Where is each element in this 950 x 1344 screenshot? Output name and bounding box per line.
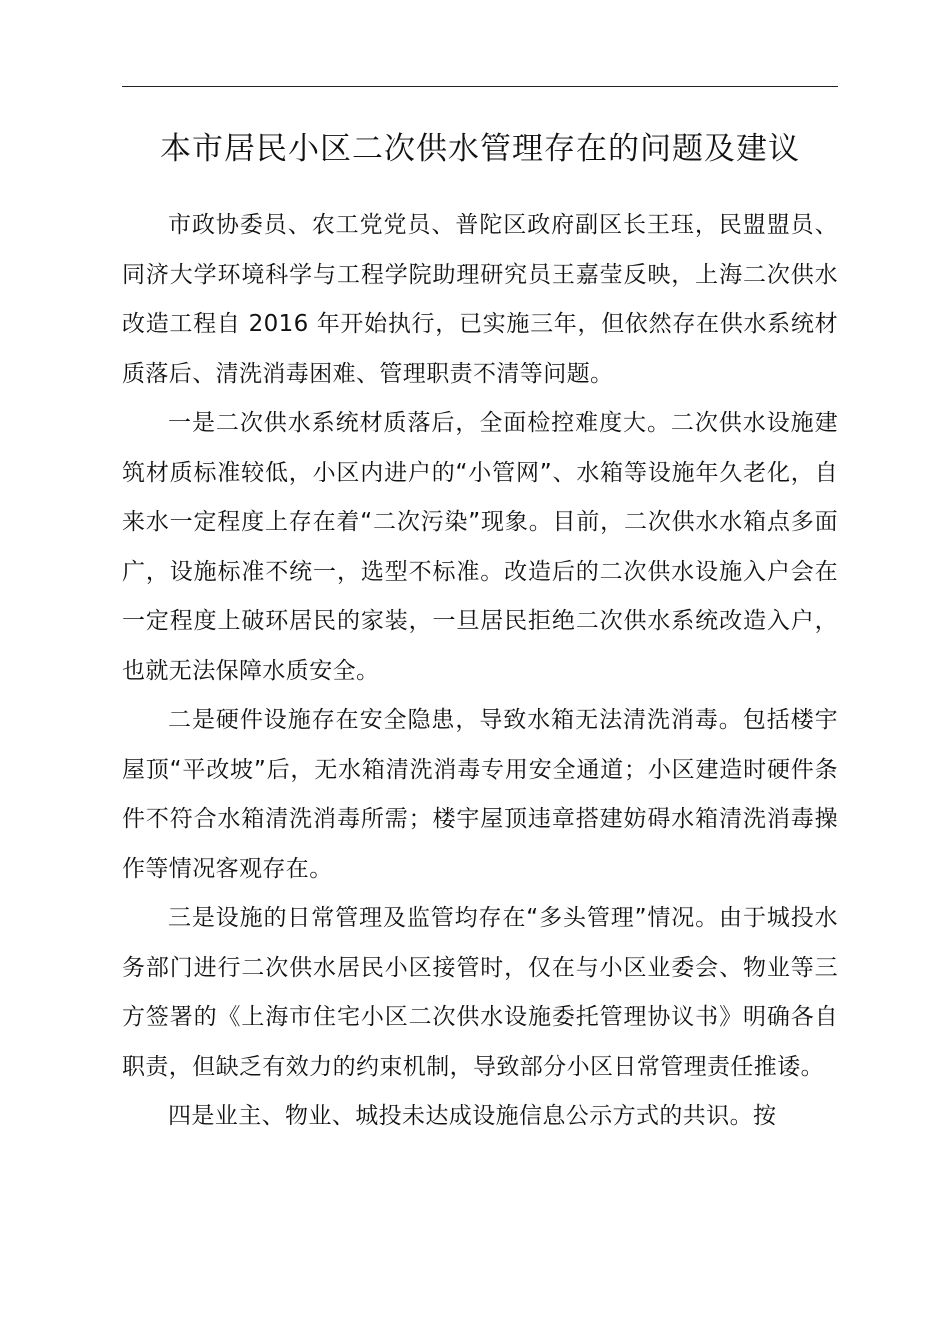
paragraph-intro: 市政协委员、农工党党员、普陀区政府副区长王珏，民盟盟员、同济大学环境科学与工程学院助理研究员王嘉莹反映，上海二次供水改造工程自 2016 年开始执行，已实施三年，但依然存在供水系统材质落后、清洗消毒困难、管理职责不清等问题。 [122,212,838,387]
paragraph-issue-3: 三是设施的日常管理及监管均存在“多头管理”情况。由于城投水务部门进行二次供水居民小区接管时，仅在与小区业委会、物业等三方签署的《上海市住宅小区二次供水设施委托管理协议书》明确各自职责，但缺乏有效力的约束机制，导致部分小区日常管理责任推诿。 [122,905,838,1080]
top-divider-line [122,86,838,87]
paragraph-issue-4: 四是业主、物业、城投未达成设施信息公示方式的共识。按 [168,1103,777,1129]
document-title: 本市居民小区二次供水管理存在的问题及建议 [160,131,800,167]
paragraph-issue-2: 二是硬件设施存在安全隐患，导致水箱无法清洗消毒。包括楼宇屋顶“平改坡”后，无水箱清洗消毒专用安全通道；小区建造时硬件条件不符合水箱清洗消毒所需；楼宇屋顶违章搭建妨碍水箱清洗消毒操作等情况客观存在。 [122,707,838,882]
document-body [122,201,838,1142]
paragraph-issue-1: 一是二次供水系统材质落后，全面检控难度大。二次供水设施建筑材质标准较低，小区内进户的“小管网”、水箱等设施年久老化，自来水一定程度上存在着“二次污染”现象。目前，二次供水水箱点多面广，设施标准不统一，选型不标准。改造后的二次供水设施入户会在一定程度上破环居民的家装，一旦居民拒绝二次供水系统改造入户，也就无法保障水质安全。 [122,410,838,684]
